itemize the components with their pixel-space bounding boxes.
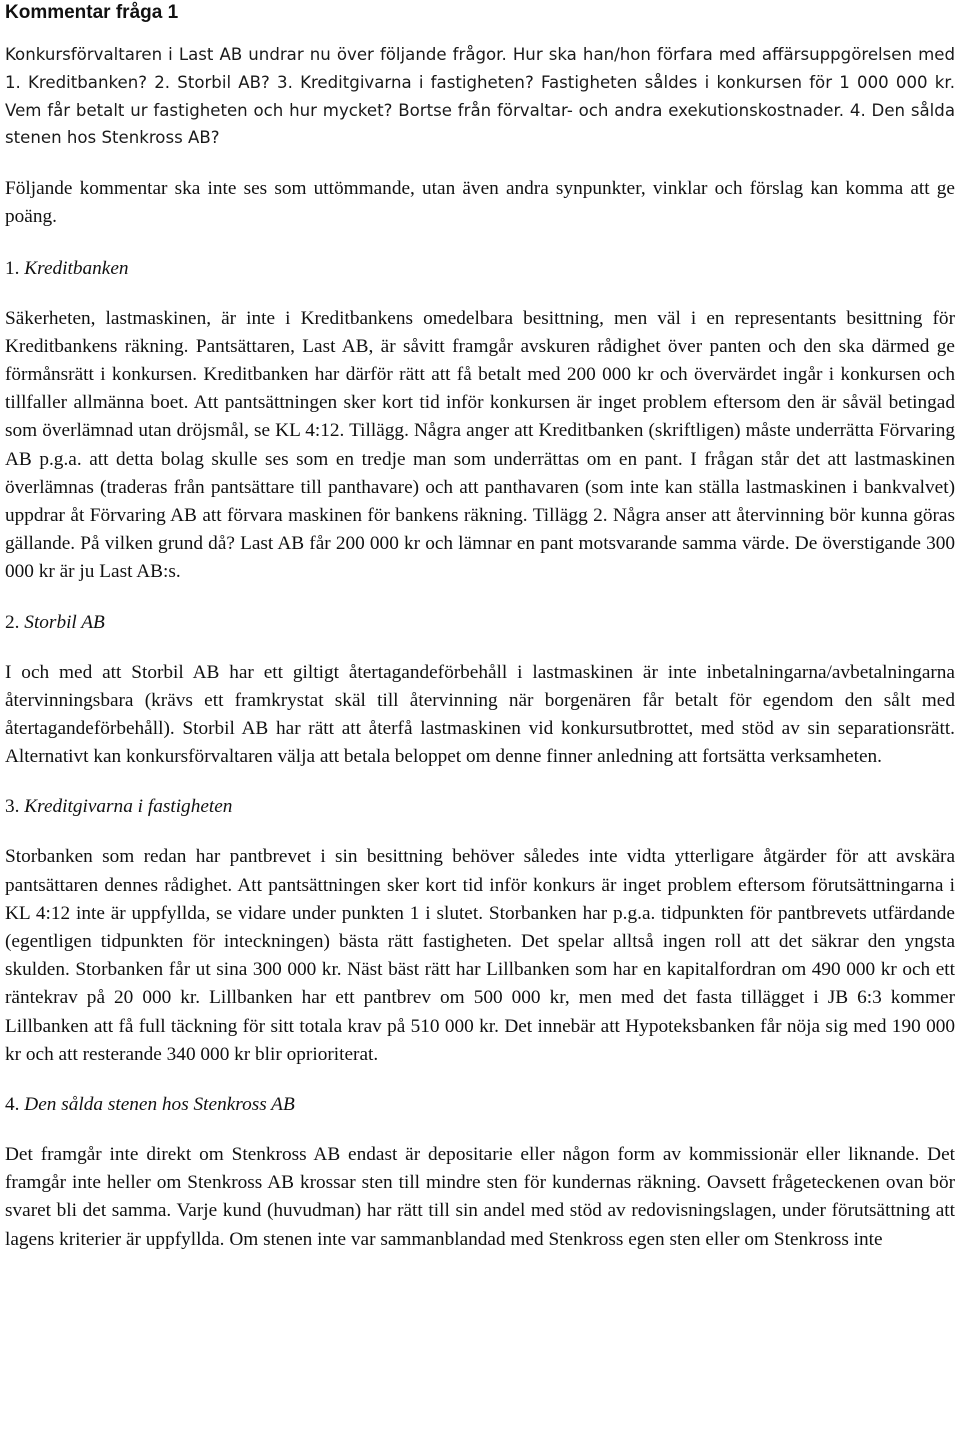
section-title: Den sålda stenen hos Stenkross AB xyxy=(24,1094,295,1116)
section-title: Kreditgivarna i fastigheten xyxy=(24,796,233,818)
section-body-storbil: I och med att Storbil AB har ett giltigt återtagandeförbehåll i lastmaskinen är inte inbetalningarna/avbetalningarna återvinningsbara (krävs ett framkrystat skäl till återvinning när borgenären får betalt för egendom den sålt med återtagandeförbehåll). Storbil AB har rätt att återfå lastmaskinen vid konkursutbrottet, med stöd av sin separationsrätt. Alternativt kan konkursförvaltaren välja att betala beloppet om denne finner anledning att fortsätta verksamheten. xyxy=(5,661,955,768)
intro-paragraph: Konkursförvaltaren i Last AB undrar nu över följande frågor. Hur ska han/hon förfara med affärsuppgörelsen med 1. Kreditbanken? 2. Storbil AB? 3. Kreditgivarna i fastigheten? Fastigheten såldes i konkursen för 1 000 000 kr. Vem får betalt ur fastigheten och hur mycket? Bortse från förvaltar- och andra exekutionskostnader. 4. Den sålda stenen hos Stenkross AB? xyxy=(5,45,955,148)
section-number: 3. xyxy=(5,796,20,818)
section-number: 2. xyxy=(5,611,20,633)
document-page xyxy=(5,0,955,1254)
section-body-kreditgivarna: Storbanken som redan har pantbrevet i sin besittning behöver således inte vidta ytterligare åtgärder för att avskära pantsättaren dennes rådighet. Att pantsättningen sker kort tid inför konkurs är inget problem eftersom förutsättningarna i KL 4:12 inte är uppfyllda, se vidare under punkten 1 i slutet. Storbanken har p.g.a. tidpunkten för pantbrevets utfärdande (egentligen tidpunkten för inteckningen) bästa rätt fastigheten. Det spelar alltså ingen roll att det säkrar den yngsta skulden. Storbanken får ut sina 300 000 kr. Näst bäst rätt har Lillbanken som har en kapitalfordran om 490 000 kr och ett räntekrav på 20 000 kr. Lillbanken har ett pantbrev om 500 000 kr, men med det fasta tillägget i JB 6:3 kommer Lillbanken att få full täckning för sitt totala krav på 510 000 kr. Det innebär att Hypoteksbanken får nöja sig med 190 000 kr och att resterande 340 000 kr blir oprioriterat. xyxy=(5,846,955,1065)
section-title: Storbil AB xyxy=(24,611,105,633)
document-title: Kommentar fråga 1 xyxy=(5,2,179,23)
section-heading-kreditbanken xyxy=(5,255,955,283)
section-number: 4. xyxy=(5,1094,20,1116)
section-title: Kreditbanken xyxy=(24,257,129,279)
section-heading-stenkross xyxy=(5,1091,955,1119)
section-body-kreditbanken: Säkerheten, lastmaskinen, är inte i Kreditbankens omedelbara besittning, men väl i en representants besittning för Kreditbankens räkning. Pantsättaren, Last AB, är såvitt framgår avskuren rådighet över panten och den ska därmed ge förmånsrätt i konkursen. Kreditbanken har därför rätt att få betalt med 200 000 kr och övervärdet ingår i konkursen och tillfaller allmänna boet. Att pantsättningen sker kort tid inför konkursen är inget problem eftersom den är såväl betingad som överlämnad utan dröjsmål, se KL 4:12. Tillägg. Några anger att Kreditbanken (skriftligen) måste underrätta Förvaring AB p.g.a. att detta bolag skulle ses som en tredje man som underrättas om en pant. I frågan står det att lastmaskinen överlämnas (traderas från pantsättare till panthavare) och att panthavaren (som inte kan ställa lastmaskinen i bankvalvet) uppdrar åt Förvaring AB att förvara maskinen för bankens räkning. Tillägg 2. Några anser att återvinning bör kunna göras gällande. På vilken grund då? Last AB får 200 000 kr och lämnar en pant motsvarande samma värde. De överstigande 300 000 kr är ju Last AB:s. xyxy=(5,307,955,583)
section-heading-kreditgivarna xyxy=(5,793,955,821)
section-number: 1. xyxy=(5,257,20,279)
note-paragraph: Följande kommentar ska inte ses som uttömmande, utan även andra synpunkter, vinklar och förslag kan komma att ge poäng. xyxy=(5,178,955,228)
section-body-stenkross: Det framgår inte direkt om Stenkross AB endast är depositarie eller någon form av kommissionär eller liknande. Det framgår inte heller om Stenkross AB krossar sten till mindre sten för kundernas räkning. Oavsett frågeteckenen ovan bör svaret bli det samma. Varje kund (huvudman) har rätt till sin andel med stöd av redovisningslagen, under förutsättning att lagens kriterier är uppfyllda. Om stenen inte var sammanblandad med Stenkross egen sten eller om Stenkross inte xyxy=(5,1144,955,1250)
section-heading-storbil xyxy=(5,609,955,637)
